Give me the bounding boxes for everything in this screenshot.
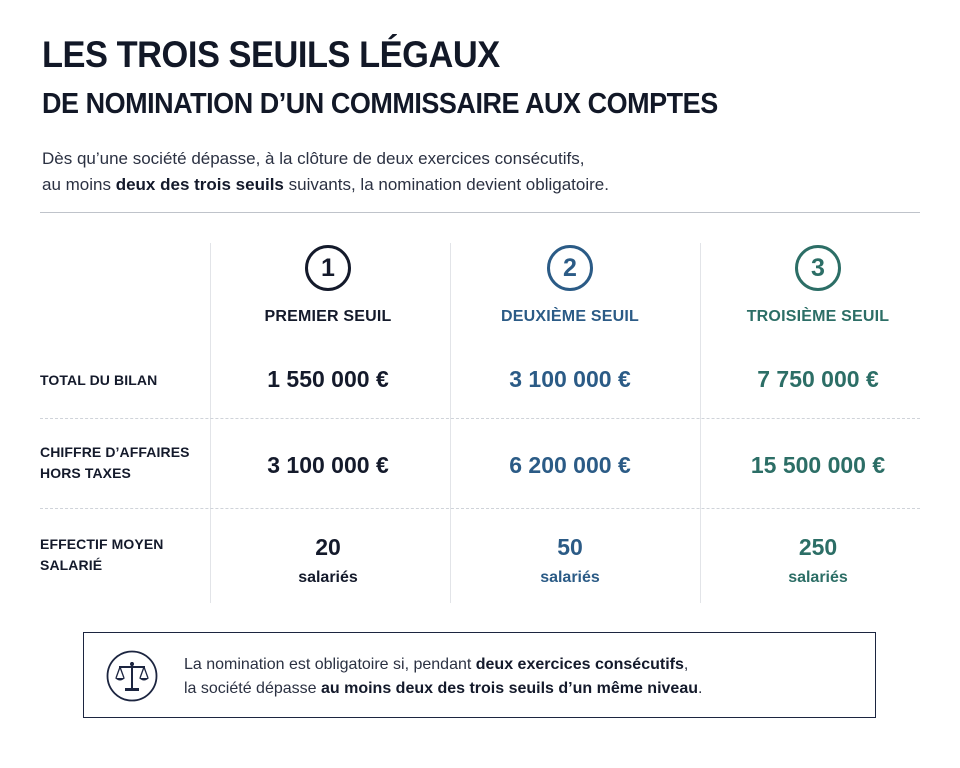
note-emphasis: deux exercices consécutifs — [475, 656, 684, 673]
note-text-part: la société dépasse — [184, 680, 321, 697]
row-label-line: EFFECTIF MOYEN — [40, 536, 164, 552]
row-label-chiffre-affaires — [40, 442, 190, 484]
note-box — [83, 632, 876, 718]
intro-text: suivants, la nomination devient obligatoire. — [283, 175, 609, 194]
column-header-troisieme-seuil: TROISIÈME SEUIL — [746, 308, 890, 325]
column-header-deuxieme-seuil: DEUXIÈME SEUIL — [501, 308, 639, 325]
page-title: LES TROIS SEUILS LÉGAUX — [42, 34, 500, 75]
note-line-1 — [184, 653, 702, 677]
divider — [40, 212, 920, 213]
table-cell-unit: salariés — [298, 569, 358, 586]
note-emphasis: au moins deux des trois seuils d’un même niveau — [320, 680, 698, 697]
table-cell-value: 6 200 000 € — [509, 452, 631, 478]
row-divider — [40, 418, 920, 419]
note-text-part: . — [697, 680, 703, 697]
page-subtitle: DE NOMINATION D’UN COMMISSAIRE AUX COMPTES — [42, 88, 718, 120]
column-header-premier-seuil: PREMIER SEUIL — [264, 308, 392, 325]
note-text — [184, 653, 702, 701]
threshold-number: 1 — [321, 253, 335, 282]
threshold-number-badge — [305, 245, 351, 291]
intro-line-1: Dès qu’une société dépasse, à la clôture de deux exercices consécutifs, — [42, 149, 585, 168]
table-cell-value: 50 — [557, 534, 583, 560]
table-cell-value: 3 100 000 € — [509, 366, 631, 392]
table-cell-value: 250 — [798, 534, 838, 560]
intro-paragraph — [42, 146, 922, 198]
table-cell-value: 7 750 000 € — [757, 366, 879, 392]
row-label-line: CHIFFRE D’AFFAIRES — [40, 444, 190, 460]
threshold-number-badge — [547, 245, 593, 291]
table-cell-value: 1 550 000 € — [267, 366, 389, 392]
note-text-part: , — [683, 656, 689, 673]
row-label-effectif — [40, 534, 164, 576]
scales-icon — [106, 650, 158, 702]
row-label-line: HORS TAXES — [40, 465, 131, 481]
intro-line-2 — [42, 172, 922, 198]
row-divider — [40, 508, 920, 509]
table-cell-value: 3 100 000 € — [267, 452, 389, 478]
row-label-line: SALARIÉ — [40, 557, 103, 573]
intro-text: au moins — [42, 175, 116, 194]
table-cell-unit: salariés — [788, 569, 848, 586]
intro-emphasis: deux des trois seuils — [115, 175, 284, 194]
table-cell-unit: salariés — [540, 569, 600, 586]
table-cell-value: 20 — [315, 534, 341, 560]
threshold-number: 2 — [563, 253, 577, 282]
note-text-part: La nomination est obligatoire si, pendant — [184, 656, 476, 673]
threshold-number-badge — [795, 245, 841, 291]
table-cell-value: 15 500 000 € — [750, 452, 886, 478]
row-label-total-bilan — [40, 370, 157, 391]
threshold-number: 3 — [811, 253, 825, 282]
note-line-2 — [184, 677, 702, 701]
row-label-line: TOTAL DU BILAN — [40, 372, 158, 388]
